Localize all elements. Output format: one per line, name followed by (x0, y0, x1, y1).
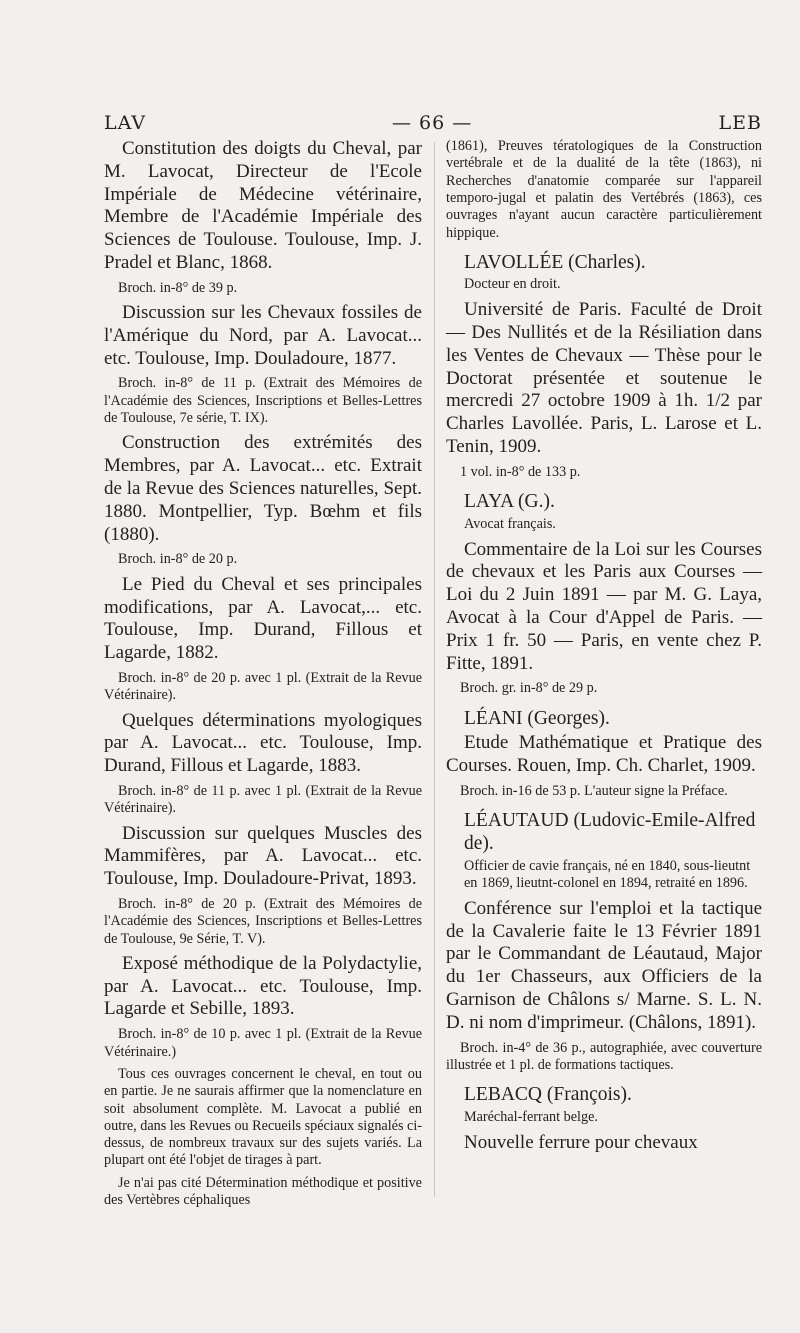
author-heading: LAVOLLÉE (Charles). (464, 251, 646, 273)
author-heading: LÉAUTAUD (Ludovic-Emile-Alfred de). (464, 810, 756, 855)
editor-remark: Tous ces ouvrages concernent le cheval, en tout ou en partie. Je ne saurais affirmer que la nomenclature en soit absolument complète. M. Lavocat a publié en outre, dans les Revues ou Recueils spéciaux signalés ci-dessus, de nombreux travaux sur des sujets variés. La plupart ont été l'objet de tirages à part. (104, 1065, 422, 1169)
bibliography-entry: Etude Mathématique et Pratique des Courses. Rouen, Imp. Ch. Charlet, 1909. (446, 732, 762, 776)
author-heading: LAYA (G.). (464, 491, 555, 513)
running-head-right: LEB (718, 112, 762, 134)
author-heading: LÉANI (Georges). (464, 707, 610, 729)
bibliography-entry: Construction des extrémités des Membres, par A. Lavocat... etc. Extrait de la Revue des Sciences naturelles, Sept. 1880. Montpellier, Typ. Bœhm et fils (1880). (104, 432, 422, 545)
entry-note: Broch. in-8° de 39 p. (118, 279, 238, 296)
bibliography-entry: Constitution des doigts du Cheval, par M. Lavocat, Directeur de l'Ecole Impériale de Médecine vétérinaire, Membre de l'Académie Impériale des Sciences de Toulouse. Toulouse, Imp. J. Pradel et Blanc, 1868. (104, 138, 422, 273)
bibliography-entry: Conférence sur l'emploi et la tactique de la Cavalerie faite le 13 Février 1891 par le Commandant de Léautaud, Major du 1er Chasseurs, aux Officiers de la Garnison de Châlons s/ Marne. S. L. N. D. ni nom d'imprimeur. (Châlons, 1891). (446, 897, 762, 1033)
right-column (446, 138, 762, 1159)
entry-note: Broch. in-8° de 20 p. (Extrait des Mémoires de l'Académie des Sciences, Inscriptions et Belles-Lettres de Toulouse, 9e Série, T. V). (104, 895, 422, 947)
bibliography-entry: Université de Paris. Faculté de Droit — Des Nullités et de la Résiliation dans les Ventes de Chevaux — Thèse pour le Doctorat présentée et soutenue le mercredi 27 octobre 1909 à 1h. 1/2 par Charles Lavollée. Paris, L. Larose et L. Tenin, 1909. (446, 299, 762, 458)
entry-note: Broch. in-8° de 20 p. avec 1 pl. (Extrait de la Revue Vétérinaire). (104, 669, 422, 704)
column-gutter (434, 142, 435, 1197)
bibliography-entry: Discussion sur quelques Muscles des Mammifères, par A. Lavocat... etc. Toulouse, Imp. Douladoure-Privat, 1893. (104, 822, 422, 890)
bibliography-entry: Discussion sur les Chevaux fossiles de l'Amérique du Nord, par A. Lavocat... etc. Toulouse, Imp. Douladoure, 1877. (104, 302, 422, 369)
page-number: — 66 — (392, 112, 473, 134)
left-column (104, 138, 422, 1214)
entry-note: Broch. gr. in-8° de 29 p. (460, 680, 598, 697)
author-description: Avocat français. (464, 515, 556, 532)
entry-note: Broch. in-16 de 53 p. L'auteur signe la Préface. (460, 782, 728, 799)
bibliography-entry: Le Pied du Cheval et ses principales modifications, par A. Lavocat,... etc. Toulouse, Imp. Durand, Fillous et Lagarde, 1882. (104, 573, 422, 664)
bibliography-entry: Quelques déterminations myologiques par A. Lavocat... etc. Toulouse, Imp. Durand, Fillous et Lagarde, 1883. (104, 709, 422, 777)
bibliography-entry: Exposé méthodique de la Polydactylie, par A. Lavocat... etc. Toulouse, Imp. Lagarde et Sebille, 1893. (104, 952, 422, 1020)
continued-remark: (1861), Preuves tératologiques de la Construction vertébrale et de la dualité de la tête (1863), ni Recherches d'anatomie comparée sur l'appareil temporo-jugal et palatin des Vertébrés (1863), ces ouvrages n'ayant aucun caractère particulièrement hippique. (446, 138, 762, 241)
author-description: Maréchal-ferrant belge. (464, 1108, 598, 1125)
entry-note: 1 vol. in-8° de 133 p. (460, 463, 581, 480)
running-head-left: LAV (104, 112, 147, 134)
author-description: Docteur en droit. (464, 276, 561, 293)
entry-note: Broch. in-4° de 36 p., autographiée, avec couverture illustrée et 1 pl. de formations tactiques. (446, 1039, 762, 1073)
bibliography-entry: Commentaire de la Loi sur les Courses de chevaux et les Paris aux Courses — Loi du 2 Juin 1891 — par M. G. Laya, Avocat à la Cour d'Appel de Paris. — Prix 1 fr. 50 — Paris, en vente chez P. Fitte, 1891. (446, 538, 762, 674)
entry-note: Broch. in-8° de 20 p. (118, 551, 238, 568)
author-heading: LEBACQ (François). (464, 1084, 632, 1106)
author-description: Officier de cavie français, né en 1840, sous-lieutnt en 1869, lieutnt-colonel en 1894, retraité en 1896. (464, 857, 751, 891)
bibliography-entry: Nouvelle ferrure pour chevaux (464, 1131, 698, 1153)
entry-note: Broch. in-8° de 10 p. avec 1 pl. (Extrait de la Revue Vétérinaire.) (104, 1026, 422, 1060)
entry-note: Broch. in-8° de 11 p. avec 1 pl. (Extrait de la Revue Vétérinaire). (104, 782, 422, 817)
editor-remark: Je n'ai pas cité Détermination méthodique et positive des Vertèbres céphaliques (104, 1174, 422, 1209)
entry-note: Broch. in-8° de 11 p. (Extrait des Mémoires de l'Académie des Sciences, Inscriptions et Belles-Lettres de Toulouse, 7e série, T. IX). (104, 375, 422, 427)
